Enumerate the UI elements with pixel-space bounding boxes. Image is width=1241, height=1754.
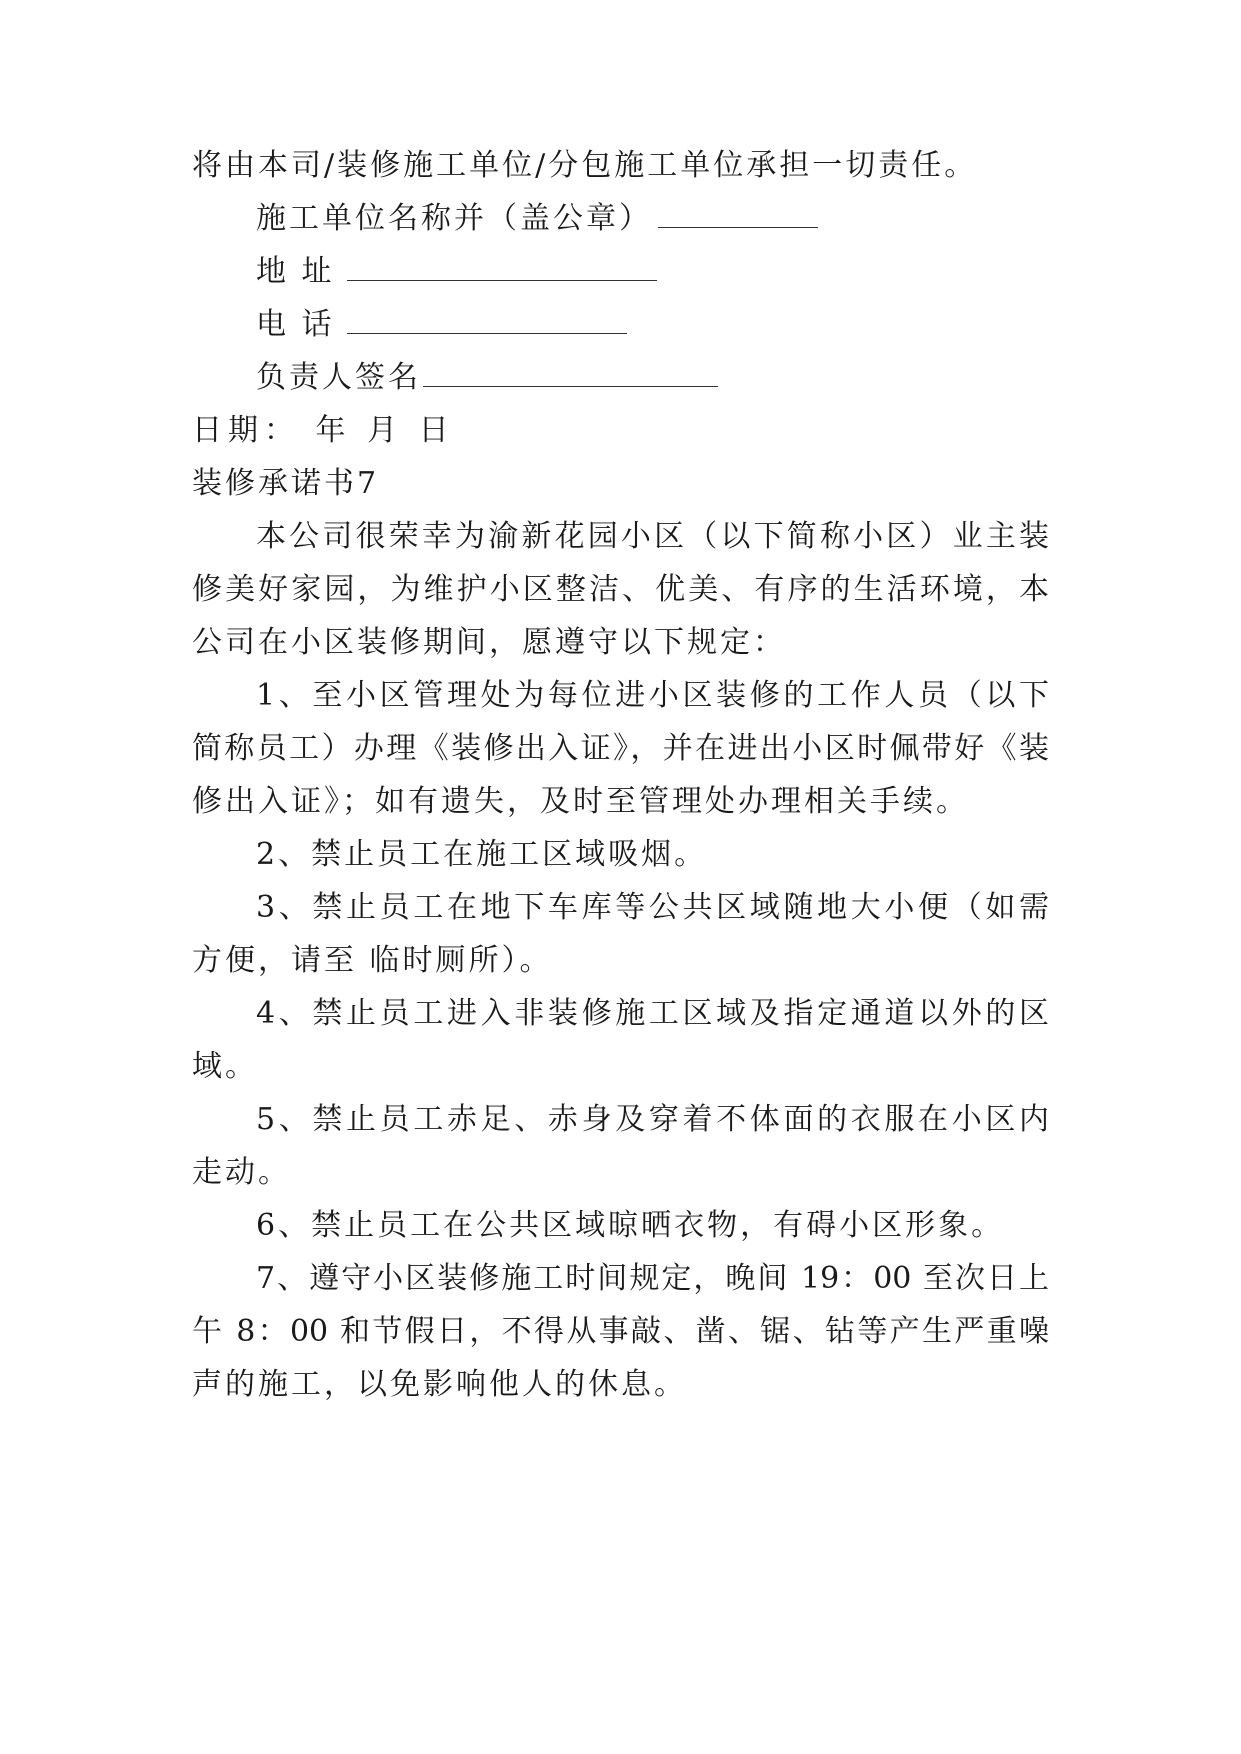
rule-1-line: 1、至小区管理处为每位进小区装修的工作人员（以下 bbox=[256, 678, 1049, 713]
date-line: 日期： 年 月 日 bbox=[192, 413, 455, 448]
unit-name-field bbox=[256, 199, 818, 239]
unit-name-blank bbox=[658, 201, 818, 228]
intro-line: 公司在小区装修期间，愿遵守以下规定： bbox=[192, 625, 786, 660]
rule-4-line: 4、禁止员工进入非装修施工区域及指定通道以外的区 bbox=[256, 996, 1049, 1031]
rule-5-line: 5、禁止员工赤足、赤身及穿着不体面的衣服在小区内 bbox=[256, 1102, 1049, 1137]
rule-7-line: 午 8：00 和节假日，不得从事敲、凿、锯、钻等产生严重噪 bbox=[192, 1314, 1049, 1349]
section-title: 装修承诺书7 bbox=[192, 466, 380, 501]
rule-7-line: 7、遵守小区装修施工时间规定，晚间 19：00 至次日上 bbox=[256, 1261, 1049, 1296]
signer-blank bbox=[423, 360, 718, 387]
rule-4-line: 域。 bbox=[192, 1049, 258, 1084]
address-label: 地 址 bbox=[256, 254, 335, 289]
rule-2: 2、禁止员工在施工区域吸烟。 bbox=[256, 837, 708, 872]
phone-field bbox=[256, 305, 627, 345]
phone-blank bbox=[347, 307, 627, 334]
rule-6: 6、禁止员工在公共区域晾晒衣物，有碍小区形象。 bbox=[256, 1208, 1005, 1243]
rule-5-line: 走动。 bbox=[192, 1155, 291, 1190]
rule-7-line: 声的施工，以免影响他人的休息。 bbox=[192, 1367, 687, 1402]
rule-3-line: 3、禁止员工在地下车库等公共区域随地大小便（如需 bbox=[256, 890, 1049, 925]
signer-field bbox=[256, 358, 718, 398]
signer-label: 负责人签名 bbox=[256, 360, 421, 395]
intro-line: 本公司很荣幸为渝新花园小区（以下简称小区）业主装 bbox=[256, 519, 1049, 554]
address-field bbox=[256, 252, 657, 292]
rule-3-line: 方便，请至 临时厕所）。 bbox=[192, 943, 553, 978]
intro-line: 修美好家园，为维护小区整洁、优美、有序的生活环境，本 bbox=[192, 572, 1049, 607]
phone-label: 电 话 bbox=[256, 307, 335, 342]
text-line: 将由本司/装修施工单位/分包施工单位承担一切责任。 bbox=[192, 148, 978, 183]
address-blank bbox=[347, 254, 657, 281]
unit-name-label: 施工单位名称并（盖公章） bbox=[256, 201, 652, 236]
rule-1-line: 简称员工）办理《装修出入证》，并在进出小区时佩带好《装 bbox=[192, 731, 1049, 766]
rule-1-line: 修出入证》；如有遗失，及时至管理处办理相关手续。 bbox=[192, 784, 969, 819]
